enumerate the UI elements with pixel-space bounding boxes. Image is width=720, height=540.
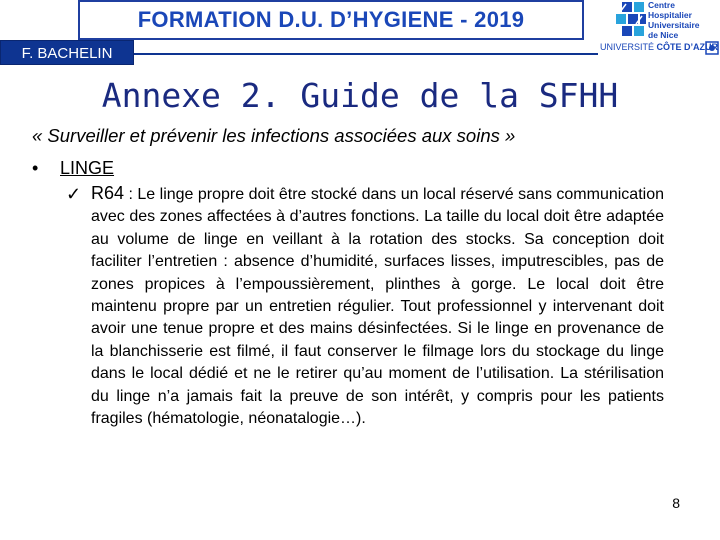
author-label: F. BACHELIN — [0, 40, 134, 65]
chu-line: Hospitalier — [648, 10, 692, 20]
header-title: FORMATION D.U. D’HYGIENE - 2019 — [137, 7, 525, 32]
slide-subtitle: « Surveiller et prévenir les infections associées aux soins » — [32, 125, 516, 146]
slide-title: Annexe 2. Guide de la SFHH — [101, 76, 619, 115]
university-name: CÔTE D’AZUR — [656, 42, 719, 52]
rule-text: : Le linge propre doit être stocké dans un local réservé sans communication avec des zones affectées à d’autres fonctions. La taille du local doit être adaptée au volume de linge en veillant à la rotation des stocks. Sa conception doit faciliter l’entretien : absence d’humidité, surfaces lisses, imputrescibles, pas de zones propices à l’empoussièrement, plinthes à gorge. Le local doit être maintenu propre par un entretien régulier. Tout professionnel y intervenant doit avoir une tenue propre et des mains désinfectées. Si le linge en provenance de la blanchisserie est filmé, il faut conserver le filmage lors du stockage du linge dans le local dédié et ne le retirer qu’au moment de l’utilisation. La stérilisation du linge n’a jamais fait la preuve de son intérêt, y compris pour les patients fragiles (hématologie, néonatalogie…). — [91, 186, 664, 428]
chu-line: Universitaire — [648, 20, 700, 30]
chu-line: de Nice — [648, 30, 679, 40]
bullet-icon: • — [32, 158, 39, 178]
chu-nice-name — [648, 0, 700, 40]
bullet-label: LINGE — [60, 158, 115, 178]
page-number: 8 — [672, 495, 680, 511]
rule-code: R64 — [91, 183, 125, 203]
header-title-box — [78, 0, 584, 40]
university-prefix: UNIVERSITÉ — [600, 42, 655, 52]
chu-line: Centre — [648, 0, 675, 10]
university-logo-text — [600, 41, 718, 53]
rule-paragraph — [91, 182, 664, 430]
bullet-item-linge — [32, 156, 114, 180]
checkmark-icon: ✓ — [66, 184, 82, 204]
header-rule — [134, 53, 598, 55]
